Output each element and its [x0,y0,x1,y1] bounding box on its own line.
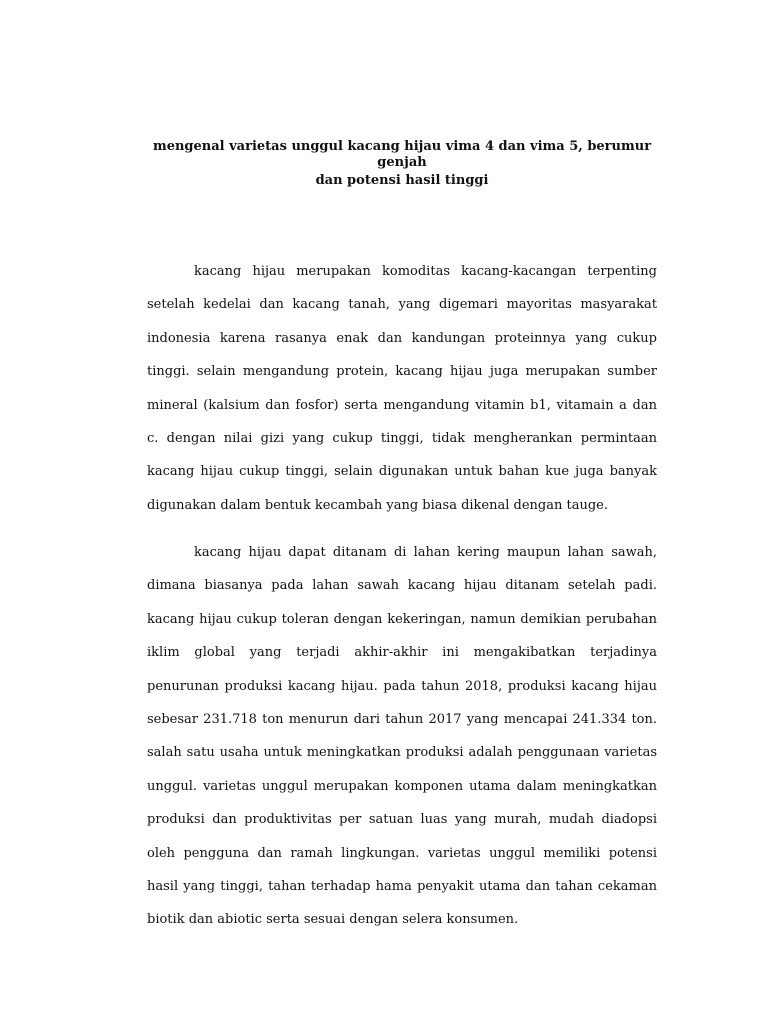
body-paragraph-2: kacang hijau dapat ditanam di lahan kering maupun lahan sawah, dimana biasanya pada lahan sawah kacang hijau ditanam setelah padi. kacang hijau cukup toleran dengan kekeringan, namun demikian perubahan iklim global yang terjadi akhir-akhir ini mengakibatkan terjadinya penurunan produksi kacang hijau. pada tahun 2018, produksi kacang hijau sebesar 231.718 ton menurun dari tahun 2017 yang mencapai 241.334 ton. salah satu usaha untuk meningkatkan produksi adalah penggunaan varietas unggul. varietas unggul merupakan komponen utama dalam meningkatkan produksi dan produktivitas per satuan luas yang murah, mudah diadopsi oleh pengguna dan ramah lingkungan. varietas unggul memiliki potensi hasil yang tinggi, tahan terhadap hama penyakit utama dan tahan cekaman biotik dan abiotic serta sesuai dengan selera konsumen. [147,545,657,928]
document-title-line-1: mengenal varietas unggul kacang hijau vima 4 dan vima 5, berumur genjah [152,139,652,170]
body-paragraph-1: kacang hijau merupakan komoditas kacang-kacangan terpenting setelah kedelai dan kacang tanah, yang digemari mayoritas masyarakat indonesia karena rasanya enak dan kandungan proteinnya yang cukup tinggi. selain mengandung protein, kacang hijau juga merupakan sumber mineral (kalsium dan fosfor) serta mengandung vitamin b1, vitamain a dan c. dengan nilai gizi yang cukup tinggi, tidak mengherankan permintaan kacang hijau cukup tinggi, selain digunakan untuk bahan kue juga banyak digunakan dalam bentuk kecambah yang biasa dikenal dengan tauge. [147,264,657,513]
document-title-line-2: dan potensi hasil tinggi [315,173,489,188]
